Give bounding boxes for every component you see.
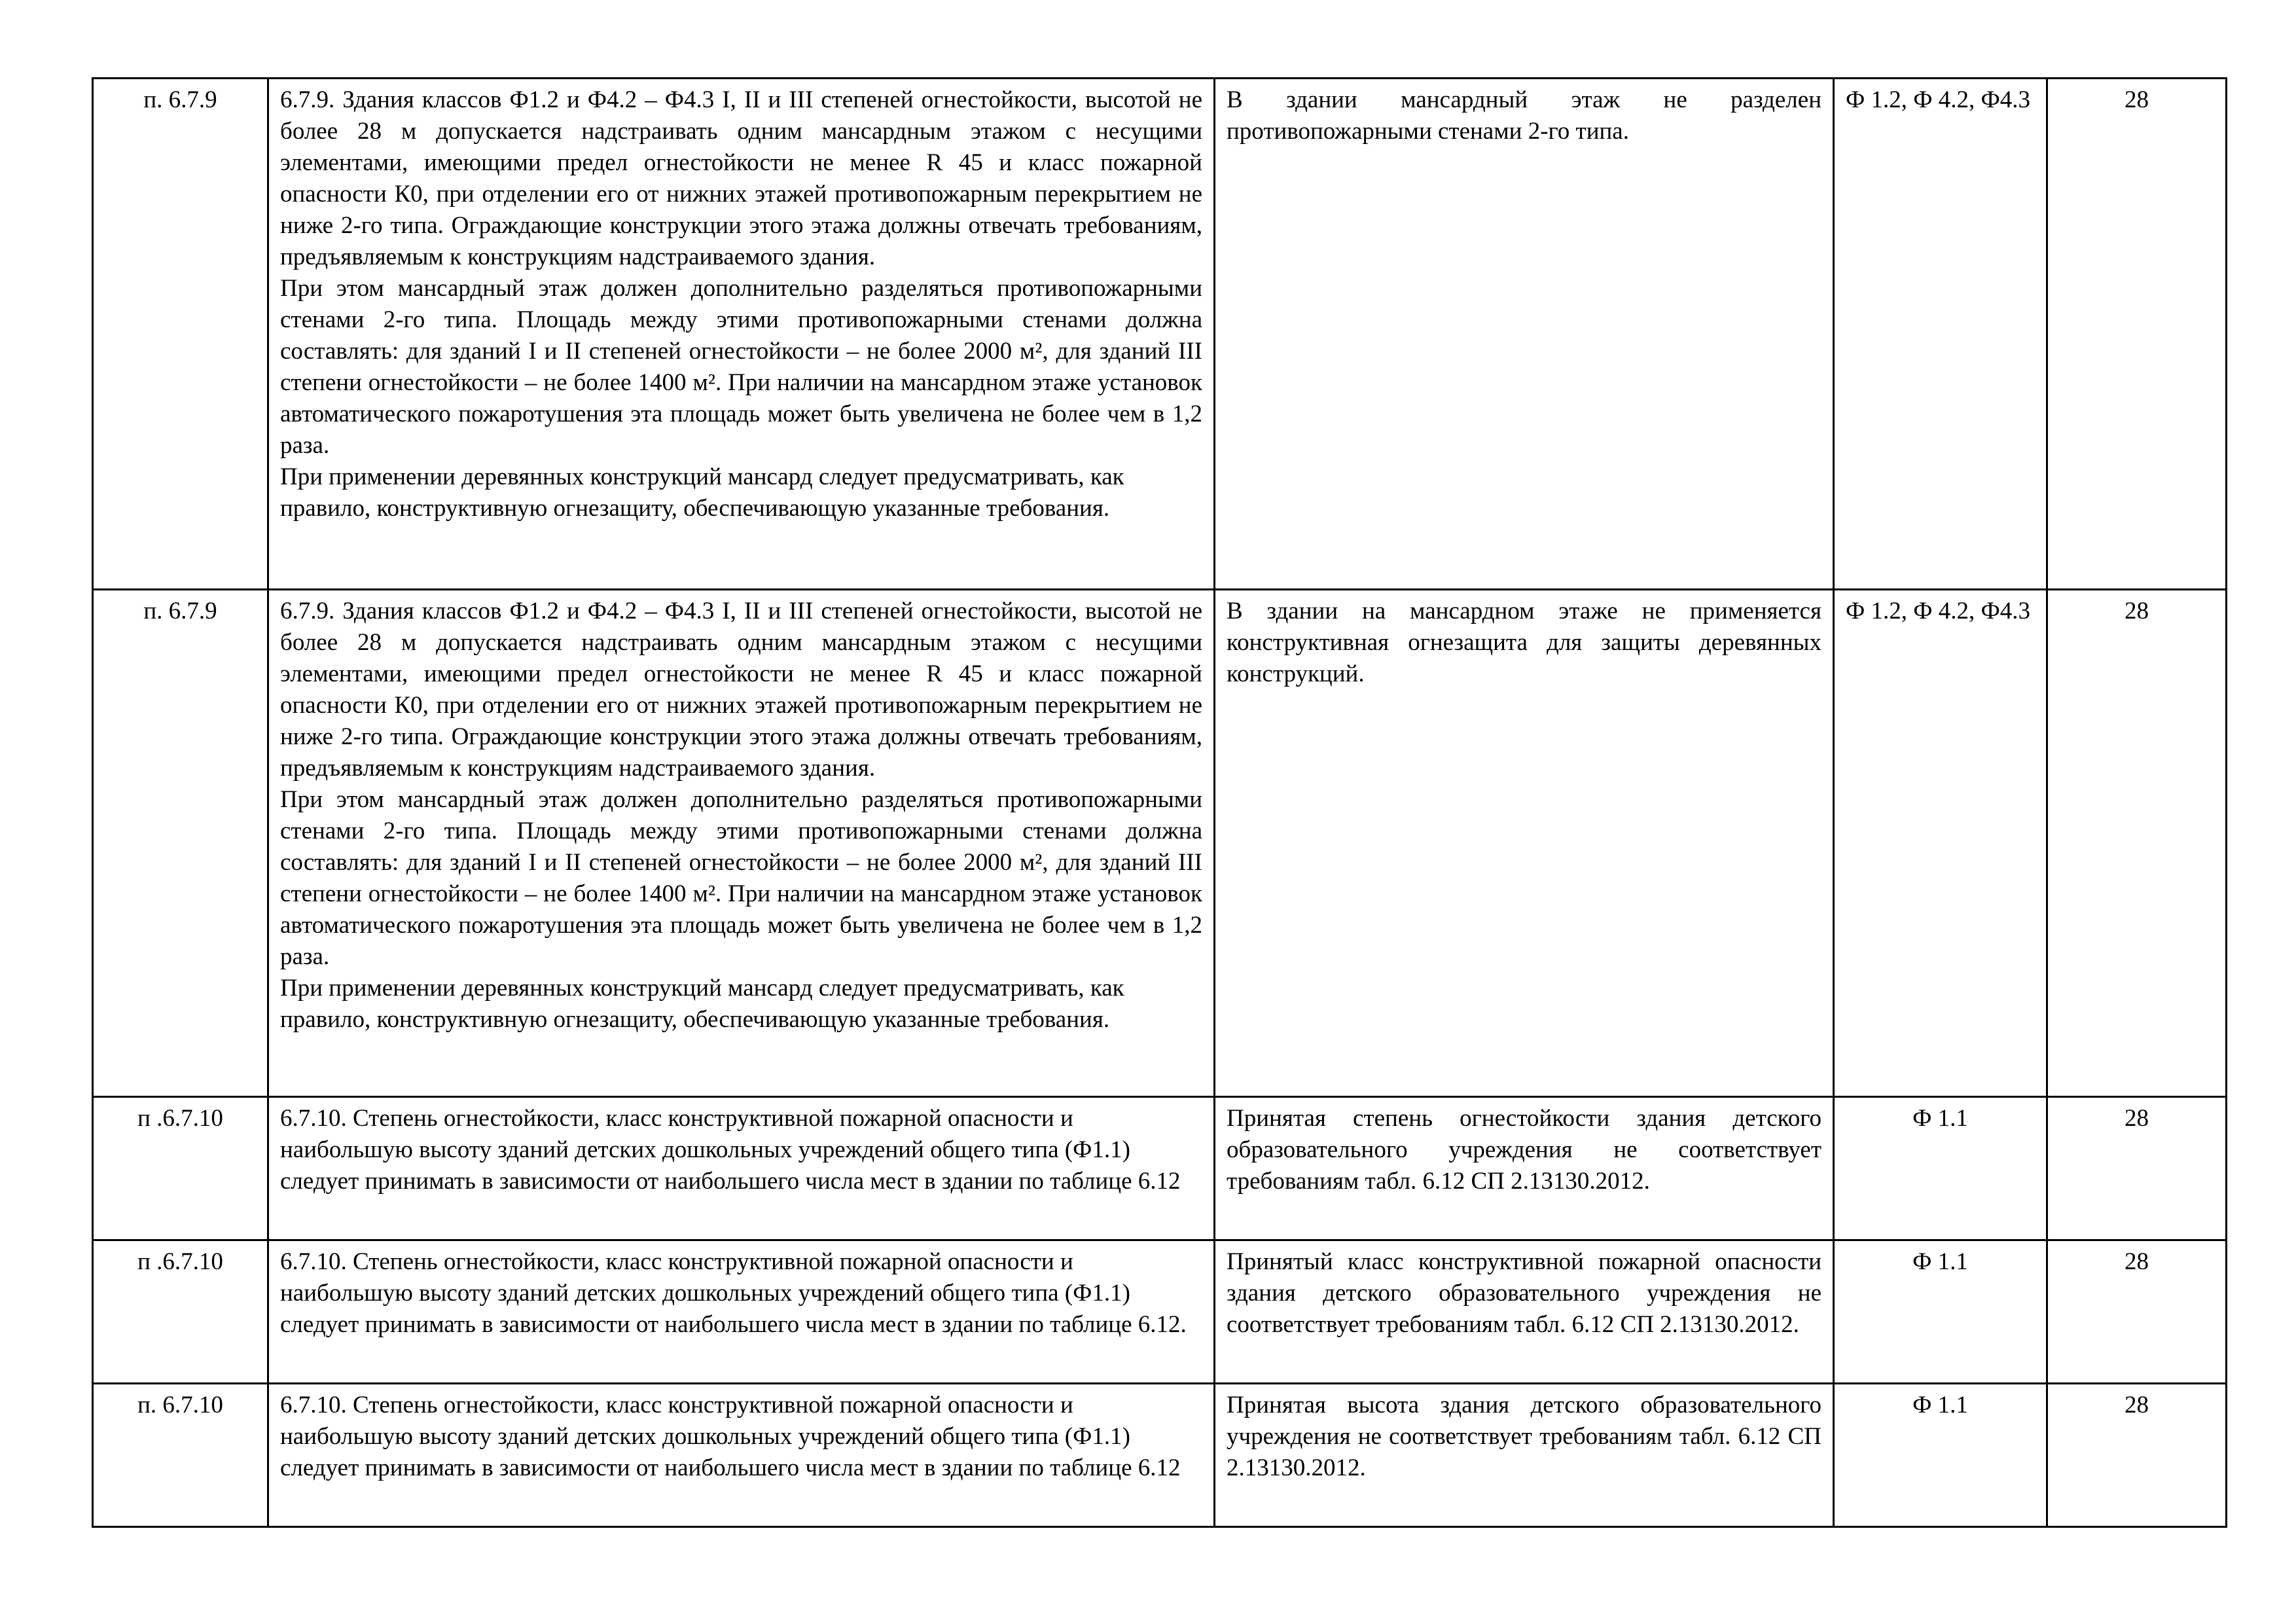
requirement-cell	[268, 1384, 1215, 1527]
clause-ref-cell: п .6.7.10	[93, 1097, 268, 1240]
violation-cell: В здании мансардный этаж не разделен противопожарными стенами 2-го типа.	[1215, 79, 1834, 590]
page-number-cell: 28	[2047, 79, 2227, 590]
requirement-cell	[268, 1097, 1215, 1240]
table-row	[93, 1384, 2227, 1527]
page-number-cell: 28	[2047, 1240, 2227, 1384]
requirement-paragraph: 6.7.10. Степень огнестойкости, класс конструктивной пожарной опасности и наибольшую высоту зданий детских дошкольных учреждений общего типа (Ф1.1) следует принимать в зависимости от наибольшего числа мест в здании по таблице 6.12	[280, 1105, 1181, 1195]
building-class-cell: Ф 1.1	[1834, 1240, 2047, 1384]
building-class-cell: Ф 1.2, Ф 4.2, Ф4.3	[1834, 79, 2047, 590]
requirement-cell	[268, 590, 1215, 1097]
building-class-cell: Ф 1.2, Ф 4.2, Ф4.3	[1834, 590, 2047, 1097]
clause-ref-cell: п. 6.7.10	[93, 1384, 268, 1527]
violation-cell: В здании на мансардном этаже не применяется конструктивная огнезащита для защиты деревянных конструкций.	[1215, 590, 1834, 1097]
clause-ref-cell: п. 6.7.9	[93, 590, 268, 1097]
table-row	[93, 1097, 2227, 1240]
building-class-cell: Ф 1.1	[1834, 1097, 2047, 1240]
requirement-paragraph: При применении деревянных конструкций мансард следует предусматривать, как правило, конструктивную огнезащиту, обеспечивающую указанные требования.	[280, 975, 1124, 1033]
page-number-cell: 28	[2047, 1384, 2227, 1527]
clause-ref-cell: п .6.7.10	[93, 1240, 268, 1384]
table-row	[93, 79, 2227, 590]
page-number-cell: 28	[2047, 590, 2227, 1097]
requirement-paragraph: При этом мансардный этаж должен дополнительно разделяться противопожарными стенами 2-го типа. Площадь между этими противопожарными стенами должна составлять: для зданий I и II степеней огнестойкости – не более 2000 м², для зданий III степени огнестойкости – не более 1400 м². При наличии на мансардном этаже установок автоматического пожаротушения эта площадь может быть увеличена не более чем в 1,2 раза.	[280, 786, 1202, 970]
violation-cell: Принятая высота здания детского образовательного учреждения не соответствует требованиям табл. 6.12 СП 2.13130.2012.	[1215, 1384, 1834, 1527]
requirement-paragraph: 6.7.10. Степень огнестойкости, класс конструктивной пожарной опасности и наибольшую высоту зданий детских дошкольных учреждений общего типа (Ф1.1) следует принимать в зависимости от наибольшего числа мест в здании по таблице 6.12.	[280, 1248, 1187, 1338]
violation-cell: Принятый класс конструктивной пожарной опасности здания детского образовательного учреждения не соответствует требованиям табл. 6.12 СП 2.13130.2012.	[1215, 1240, 1834, 1384]
requirement-paragraph: 6.7.9. Здания классов Ф1.2 и Ф4.2 – Ф4.3 I, II и III степеней огнестойкости, высотой не более 28 м допускается надстраивать одним мансардным этажом с несущими элементами, имеющими предел огнестойкости не менее R 45 и класс пожарной опасности К0, при отделении его от нижних этажей противопожарным перекрытием не ниже 2-го типа. Ограждающие конструкции этого этажа должны отвечать требованиям, предъявляемым к конструкциям надстраиваемого здания.	[280, 598, 1202, 782]
violation-cell: Принятая степень огнестойкости здания детского образовательного учреждения не соответствует требованиям табл. 6.12 СП 2.13130.2012.	[1215, 1097, 1834, 1240]
requirement-paragraph: 6.7.10. Степень огнестойкости, класс конструктивной пожарной опасности и наибольшую высоту зданий детских дошкольных учреждений общего типа (Ф1.1) следует принимать в зависимости от наибольшего числа мест в здании по таблице 6.12	[280, 1392, 1181, 1481]
requirement-paragraph: При применении деревянных конструкций мансард следует предусматривать, как правило, конструктивную огнезащиту, обеспечивающую указанные требования.	[280, 463, 1124, 522]
building-class-cell: Ф 1.1	[1834, 1384, 2047, 1527]
requirement-paragraph: При этом мансардный этаж должен дополнительно разделяться противопожарными стенами 2-го типа. Площадь между этими противопожарными стенами должна составлять: для зданий I и II степеней огнестойкости – не более 2000 м², для зданий III степени огнестойкости – не более 1400 м². При наличии на мансардном этаже установок автоматического пожаротушения эта площадь может быть увеличена не более чем в 1,2 раза.	[280, 275, 1202, 459]
requirement-paragraph: 6.7.9. Здания классов Ф1.2 и Ф4.2 – Ф4.3 I, II и III степеней огнестойкости, высотой не более 28 м допускается надстраивать одним мансардным этажом с несущими элементами, имеющими предел огнестойкости не менее R 45 и класс пожарной опасности К0, при отделении его от нижних этажей противопожарным перекрытием не ниже 2-го типа. Ограждающие конструкции этого этажа должны отвечать требованиям, предъявляемым к конструкциям надстраиваемого здания.	[280, 86, 1202, 270]
table-row	[93, 590, 2227, 1097]
requirements-table	[92, 77, 2227, 1528]
requirement-cell	[268, 1240, 1215, 1384]
page-number-cell: 28	[2047, 1097, 2227, 1240]
table-row	[93, 1240, 2227, 1384]
clause-ref-cell: п. 6.7.9	[93, 79, 268, 590]
requirement-cell	[268, 79, 1215, 590]
